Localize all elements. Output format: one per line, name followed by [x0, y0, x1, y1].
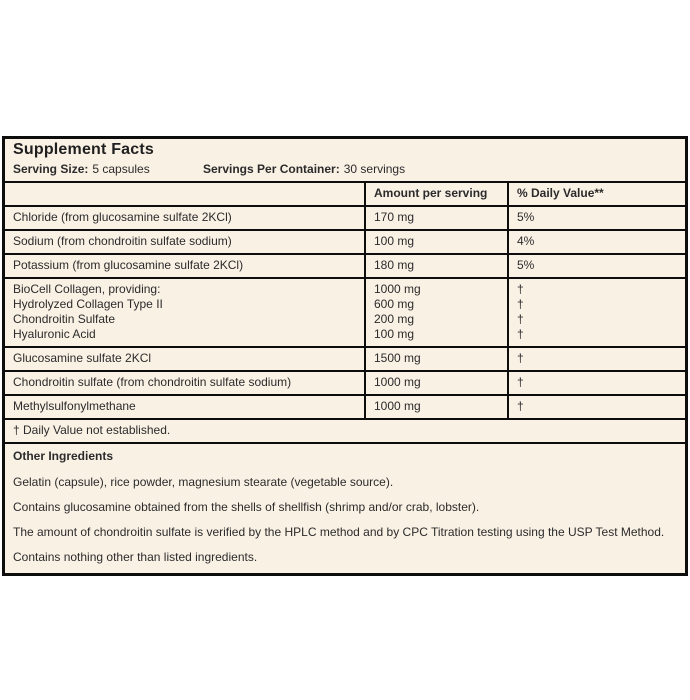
table-row — [5, 371, 685, 395]
ingredient-name: Hyaluronic Acid — [13, 327, 96, 341]
table-row — [5, 395, 685, 419]
servings-per-container-label: Servings Per Container: — [203, 162, 340, 176]
ingredient-dv: † — [517, 312, 524, 326]
footnote-row — [5, 419, 685, 443]
ingredient-group-amounts — [365, 278, 508, 347]
shellfish-allergen-paragraph: Contains glucosamine obtained from the shells of shellfish (shrimp and/or crab, lobster). — [13, 500, 480, 514]
ingredient-name: Chondroitin sulfate (from chondroitin sulfate sodium) — [5, 371, 365, 395]
ingredient-amount: 170 mg — [365, 206, 508, 230]
servings-per-container — [203, 162, 405, 176]
ingredient-amount: 200 mg — [374, 312, 415, 326]
column-header-blank — [5, 182, 365, 206]
ingredient-amount: 600 mg — [374, 297, 415, 311]
other-ingredients-heading: Other Ingredients — [13, 449, 114, 463]
ingredient-dv: † — [517, 327, 524, 341]
ingredient-name: Methylsulfonylmethane — [5, 395, 365, 419]
ingredient-name: BioCell Collagen, providing: — [13, 282, 161, 296]
contains-nothing-paragraph: Contains nothing other than listed ingredients. — [13, 550, 258, 564]
column-header-daily-value: % Daily Value** — [508, 182, 685, 206]
ingredient-amount: 180 mg — [365, 254, 508, 278]
other-ingredients-paragraph: Gelatin (capsule), rice powder, magnesium stearate (vegetable source). — [13, 475, 394, 489]
ingredient-dv: † — [517, 282, 524, 296]
ingredient-amount: 1000 mg — [365, 395, 508, 419]
ingredient-group-dvs — [508, 278, 685, 347]
table-row-group — [5, 278, 685, 347]
table-row — [5, 347, 685, 371]
ingredient-dv: 5% — [508, 206, 685, 230]
label-header — [5, 139, 685, 181]
table-row — [5, 230, 685, 254]
table-row — [5, 206, 685, 230]
other-ingredients-row — [5, 443, 685, 573]
ingredient-amount: 1000 mg — [374, 282, 421, 296]
ingredient-name: Chondroitin Sulfate — [13, 312, 116, 326]
servings-per-container-value: 30 servings — [343, 162, 406, 176]
daily-value-footnote: † Daily Value not established. — [5, 419, 685, 443]
ingredient-dv: † — [508, 395, 685, 419]
column-header-row — [5, 182, 685, 206]
serving-info — [13, 162, 677, 176]
serving-size — [13, 162, 203, 176]
ingredient-amount: 100 mg — [365, 230, 508, 254]
ingredient-name: Sodium (from chondroitin sulfate sodium) — [5, 230, 365, 254]
ingredient-dv: † — [508, 347, 685, 371]
ingredient-dv: 5% — [508, 254, 685, 278]
ingredient-amount: 100 mg — [374, 327, 415, 341]
ingredient-amount: 1000 mg — [365, 371, 508, 395]
column-header-amount: Amount per serving — [365, 182, 508, 206]
ingredient-dv: † — [508, 371, 685, 395]
supplement-facts-table — [5, 181, 685, 573]
other-ingredients-section — [5, 443, 685, 573]
ingredient-group-names — [5, 278, 365, 347]
ingredient-amount: 1500 mg — [365, 347, 508, 371]
ingredient-name: Potassium (from glucosamine sulfate 2KCl) — [5, 254, 365, 278]
supplement-facts-title: Supplement Facts — [13, 141, 155, 158]
ingredient-name: Glucosamine sulfate 2KCl — [5, 347, 365, 371]
serving-size-value: 5 capsules — [92, 162, 150, 176]
table-row — [5, 254, 685, 278]
ingredient-dv: 4% — [508, 230, 685, 254]
serving-size-label: Serving Size: — [13, 162, 89, 176]
supplement-facts-label — [2, 136, 688, 576]
ingredient-name: Hydrolyzed Collagen Type II — [13, 297, 163, 311]
verification-paragraph: The amount of chondroitin sulfate is verified by the HPLC method and by CPC Titration testing using the USP Test Method. — [13, 525, 665, 539]
ingredient-name: Chloride (from glucosamine sulfate 2KCl) — [5, 206, 365, 230]
ingredient-dv: † — [517, 297, 524, 311]
